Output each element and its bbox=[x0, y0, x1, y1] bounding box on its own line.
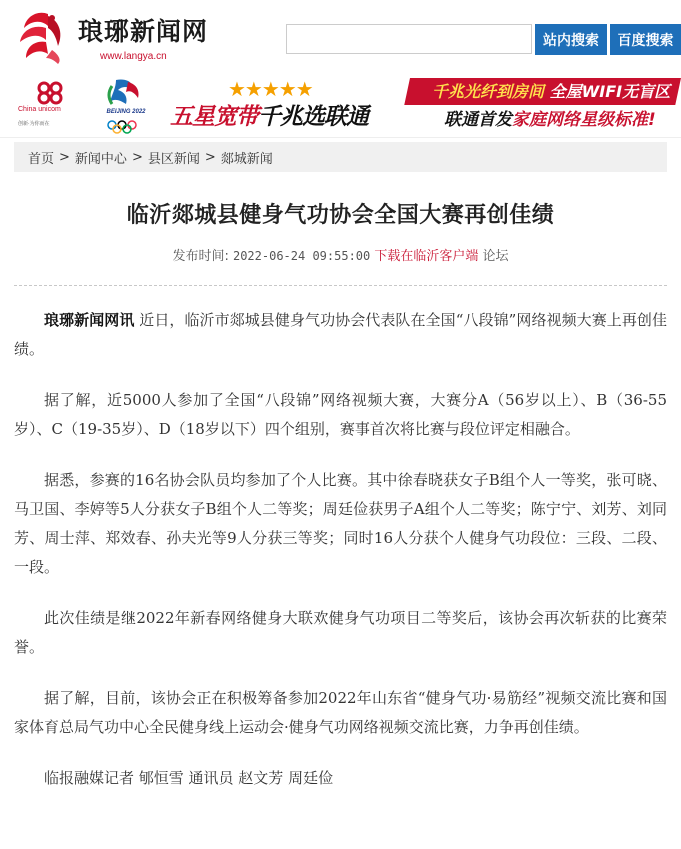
paragraph bbox=[14, 306, 667, 364]
olympic-rings-icon bbox=[98, 120, 154, 134]
paragraph: 此次佳绩是继2022年新春网络健身大联欢健身气功项目二等奖后，该协会再次斩获的比赛荣誉。 bbox=[14, 609, 667, 656]
site-search-button[interactable]: 站内搜索 bbox=[535, 24, 607, 55]
download-app-link[interactable]: 下载在临沂客户端 bbox=[374, 249, 479, 264]
forum-link[interactable]: 论坛 bbox=[482, 249, 509, 264]
band-sub-part1: 联通首发 bbox=[444, 110, 512, 130]
slogan-part1: 五星宽带 bbox=[170, 104, 258, 130]
breadcrumb-county-news[interactable]: 县区新闻 bbox=[147, 151, 200, 167]
paragraph: 据了解，近5000人参加了全国“八段锦”网络视频大赛，大赛分A（56岁以上）、B（36-55岁）、C（19-35岁）、D（18岁以下）四个组别，赛事首次将比赛与段位评定相融合。 bbox=[14, 391, 667, 438]
site-header bbox=[0, 0, 681, 72]
ad-banner[interactable] bbox=[0, 74, 681, 138]
phoenix-logo-icon bbox=[18, 6, 76, 66]
breadcrumb bbox=[14, 142, 667, 172]
unicom-tagline: 创新·为你而在 bbox=[18, 121, 50, 127]
breadcrumb-news-center[interactable]: 新闻中心 bbox=[74, 151, 127, 167]
article-title: 临沂郯城县健身气功协会全国大赛再创佳绩 bbox=[126, 203, 555, 228]
byline: 临报融媒记者 郇恒雪 通讯员 赵文芳 周廷俭 bbox=[44, 769, 334, 787]
news-source: 琅琊新闻网讯 bbox=[44, 311, 135, 329]
five-stars-icon: ★★★★★ bbox=[228, 77, 313, 101]
site-logo[interactable] bbox=[18, 6, 218, 68]
publish-time: 2022-06-24 09:55:00 bbox=[232, 249, 371, 263]
paragraph-text: 近日，临沂市郯城县健身气功协会代表队在全国“八段锦”网络视频大赛上再创佳绩。 bbox=[14, 311, 667, 358]
paragraph: 据悉，参赛的16名协会队员均参加了个人比赛。其中徐春晓获女子B组个人一等奖，张可晓、马卫国、李婷等5人分获女子B组个人二等奖；周廷俭获男子A组个人二等奖；陈宁宁、刘芳、刘同芳、周士萍、郑效春、孙夫光等9人分获三等奖；同时16人分获个人健身气功段位：三段、二段、一段。 bbox=[14, 471, 667, 576]
unicom-knot-icon bbox=[30, 80, 70, 106]
band-sub-part2: 家庭网络星级标准! bbox=[512, 110, 656, 130]
article-meta bbox=[0, 245, 681, 264]
article-body bbox=[14, 306, 667, 815]
band-part1: 千兆光纤到房间 bbox=[432, 82, 545, 101]
logo-url: www.langya.cn bbox=[100, 51, 167, 62]
china-unicom-logo bbox=[18, 80, 88, 132]
beijing-emblem-icon bbox=[98, 76, 154, 110]
breadcrumb-home[interactable]: 首页 bbox=[28, 151, 55, 167]
publish-label: 发布时间: bbox=[172, 249, 229, 264]
beijing-2022-logo bbox=[98, 76, 154, 136]
band-text bbox=[432, 78, 670, 105]
unicom-english: China unicom bbox=[18, 106, 61, 113]
slogan-main bbox=[170, 102, 368, 132]
divider bbox=[14, 285, 667, 286]
search-input[interactable] bbox=[286, 24, 532, 54]
breadcrumb-separator: > bbox=[131, 149, 143, 165]
breadcrumb-separator: > bbox=[59, 149, 70, 165]
paragraph: 据了解，目前，该协会正在积极筹备参加2022年山东省“健身气功·易筋经”视频交流比赛和国家体育总局气功中心全民健身线上运动会·健身气功网络视频交流比赛，力争再创佳绩。 bbox=[14, 689, 667, 736]
beijing-2022-text: BEIJING 2022 bbox=[106, 109, 146, 115]
breadcrumb-tancheng-news[interactable]: 郯城新闻 bbox=[220, 151, 273, 167]
slogan-part2: 千兆选联通 bbox=[258, 104, 368, 130]
logo-text: 琅琊新闻网 bbox=[78, 17, 209, 46]
band-part2: 全屋WIFI无盲区 bbox=[549, 82, 671, 101]
baidu-search-button[interactable]: 百度搜索 bbox=[610, 24, 681, 55]
breadcrumb-separator: > bbox=[204, 149, 216, 165]
band-subtext bbox=[444, 108, 656, 132]
